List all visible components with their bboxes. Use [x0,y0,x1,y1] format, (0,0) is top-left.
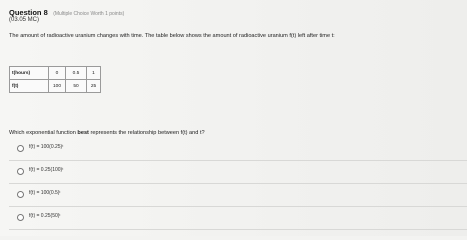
data-table [9,66,101,93]
table-cell: 25 [87,80,101,93]
question-title: Question 8 [9,8,48,17]
question-code: (03.05 MC) [9,17,40,23]
choice-label: f(t) = 0.25(100)ᵗ [29,167,64,173]
table-cell: 1 [87,67,101,80]
answer-choice-a[interactable] [9,138,467,161]
table-cell: 100 [49,80,66,93]
table-cell: 50 [66,80,87,93]
table-row [10,67,101,80]
prompt-bold: best [77,130,89,136]
table-header-cell: t(hours) [10,67,49,80]
choice-label: f(t) = 100(0.5)ᵗ [29,190,61,196]
answer-choice-d[interactable] [9,207,467,230]
question-text: The amount of radioactive uranium changes with time. The table below shows the amount of radioactive uranium f(t) left after time t: [9,33,335,39]
answer-choice-b[interactable] [9,161,467,184]
table-cell: 0 [49,67,66,80]
prompt-text-after: represents the relationship between f(t) and t? [88,130,205,136]
question-prompt [9,130,205,136]
radio-button[interactable] [17,145,24,152]
question-subtitle: (Multiple Choice Worth 1 points) [53,11,125,17]
choice-label: f(t) = 100(0.25)ᵗ [29,144,64,150]
prompt-text-before: Which exponential function [9,130,78,136]
table-cell: 0.5 [66,67,87,80]
radio-button[interactable] [17,168,24,175]
radio-button[interactable] [17,191,24,198]
table-row [10,80,101,93]
choice-label: f(t) = 0.25(50)ᵗ [29,213,61,219]
radio-button[interactable] [17,214,24,221]
answer-choice-c[interactable] [9,184,467,207]
table-header-cell: f(t) [10,80,49,93]
